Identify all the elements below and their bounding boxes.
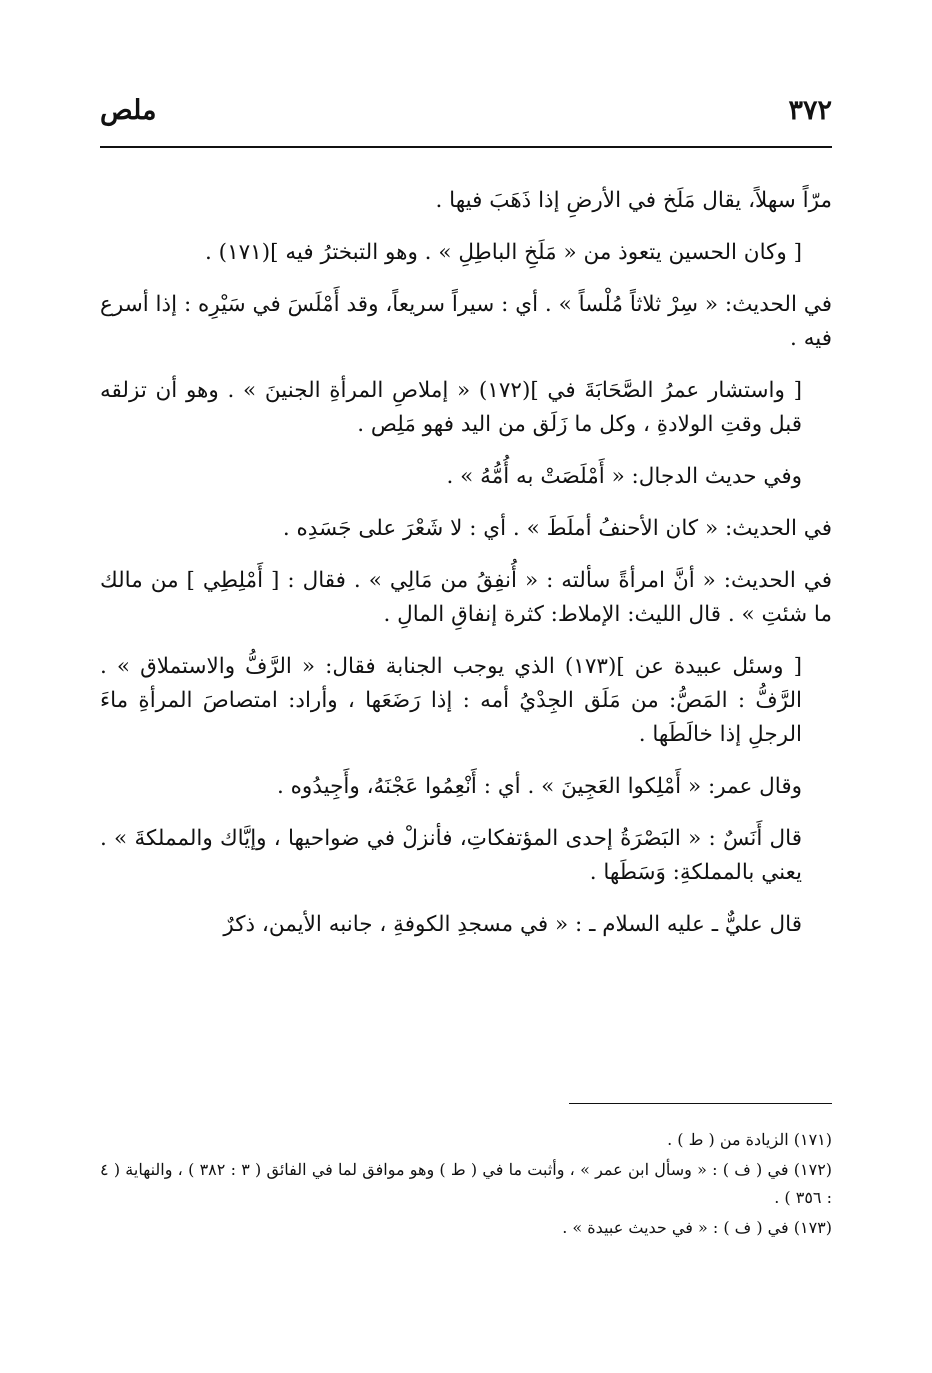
paragraph: في الحديث: « أنَّ امرأةً سألته : « أُنفِقُ من مَالِي » . فقال : [ أَمْلِطِي ] من مالك ما شئتِ » . قال الليث: الإملاط: كثرة إنفاقِ المالِ . — [100, 568, 832, 627]
page-number: ٣٧٢ — [788, 94, 832, 126]
footnotes — [100, 1126, 832, 1244]
footnote: (١٧٣) في ( ف ) : « في حديث عبيدة » . — [562, 1218, 832, 1237]
paragraph: في الحديث: « كان الأحنفُ أملَطَ » . أي : لا شَعْرَ على جَسَدِه . — [282, 516, 832, 541]
paragraph: [ واستشار عمرُ الصَّحَابَةَ في ](١٧٢) « إملاصِ المرأةِ الجنينَ » . وهو أن تزلقه قبل وقتِ الولادةِ ، وكل ما زَلَق من اليد فهو مَلِص . — [100, 378, 802, 437]
paragraph: [ وكان الحسين يتعوذ من « مَلَخِ الباطِلِ » . وهو التبخترُ فيه ](١٧١) . — [205, 240, 802, 265]
paragraph: قال عليٌّ ـ عليه السلام ـ : « في مسجدِ الكوفةِ ، جانبه الأيمن، ذكرٌ — [223, 912, 802, 937]
paragraph: [ وسئل عبيدة عن ](١٧٣) الذي يوجب الجنابة فقال: « الرَّفُّ والاستملاق » . الرَّفُّ : المَصُّ: من مَلَق الجِدْيُ أمه : إذا رَضَعَها ، وأراد: امتصاصَ المرأةِ ماءَ الرجلِ إذا خالَطَها . — [100, 654, 802, 747]
page-header — [100, 88, 832, 132]
footnote: (١٧٢) في ( ف ) : « وسأل ابن عمر » ، وأثبت ما في ( ط ) وهو موافق لما في الفائق ( ٣ : ٣٨٢ ) ، والنهاية ( ٤ : ٣٥٦ ) . — [100, 1160, 833, 1207]
footnote-separator — [569, 1103, 832, 1104]
main-text — [100, 184, 832, 960]
paragraph: في الحديث: « سِرْ ثلاثاً مُلْساً » . أي : سيراً سريعاً، وقد أَمْلَسَ في سَيْرِه : إذا أسرع فيه . — [100, 292, 832, 351]
paragraph: وقال عمر: « أَمْلِكوا العَجِينَ » . أي : أَنْعِمُوا عَجْنَهُ، وأَجِيدُوه . — [277, 774, 802, 799]
entry-title: ملص — [100, 94, 157, 126]
paragraph: وفي حديث الدجال: « أَمْلَصَتْ به أُمُّهُ » . — [446, 464, 802, 489]
footnote: (١٧١) الزيادة من ( ط ) . — [667, 1130, 832, 1149]
paragraph: قال أَنَسٌ : « البَصْرَةُ إحدى المؤتفكاتِ، فأنزلْ في ضواحيها ، وإيَّاك والمملكةَ » . يعني بالمملكةِ: وَسَطَها . — [100, 826, 802, 885]
paragraph: مرّاً سهلاً، يقال مَلَخ في الأرضِ إذا ذَهَبَ فيها . — [435, 188, 832, 213]
header-rule — [100, 146, 832, 148]
